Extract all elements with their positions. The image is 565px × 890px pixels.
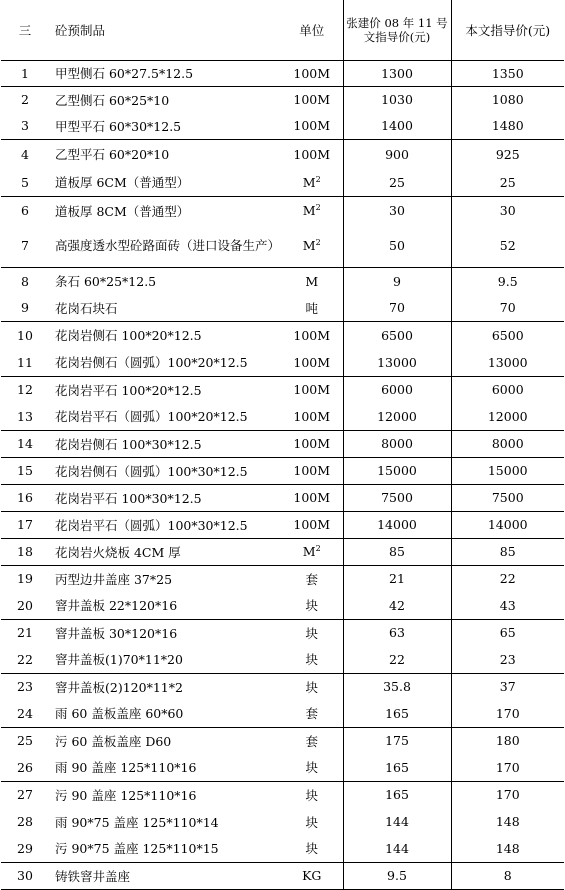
row-reference-price: 21: [343, 565, 451, 592]
table-row: [1, 727, 564, 754]
row-unit: 套: [305, 706, 318, 722]
row-name: 窨井盖板 22*120*16: [55, 598, 178, 614]
header-index: 三: [1, 0, 49, 60]
row-unit: 块: [305, 598, 318, 614]
row-this-price: 7500: [451, 484, 564, 511]
table-row: [1, 835, 564, 862]
row-index: 16: [1, 484, 49, 511]
row-name: 道板厚 8CM（普通型）: [49, 196, 281, 225]
row-name: 花岗岩平石（圆弧）100*30*12.5: [49, 511, 281, 538]
row-unit: 块: [281, 781, 343, 808]
row-this-price: 23: [451, 646, 564, 673]
row-index: 1: [1, 60, 49, 86]
row-this-price: 170: [451, 700, 564, 727]
row-name: 窨井盖板(1)70*11*20: [55, 652, 183, 668]
row-index: 9: [21, 300, 29, 316]
row-this-price: 15000: [451, 457, 564, 484]
row-this-price: 180: [451, 727, 564, 754]
row-unit: 100M: [293, 118, 331, 134]
table-header-row: [1, 0, 564, 60]
row-this-price: 30: [451, 196, 564, 225]
row-index: 27: [1, 781, 49, 808]
row-this-price: 148: [451, 835, 564, 862]
row-unit: 100M: [281, 376, 343, 403]
row-unit: 块: [305, 652, 318, 668]
row-index: 5: [21, 174, 29, 190]
row-reference-price: 6500: [343, 321, 451, 349]
table-row: [1, 646, 564, 673]
unit-exponent: 2: [315, 543, 321, 553]
table-row: [1, 60, 564, 86]
table-row: [1, 376, 564, 403]
row-unit: 100M: [281, 321, 343, 349]
row-index: 29: [17, 840, 33, 856]
table-row: [1, 619, 564, 646]
row-unit: 块: [281, 673, 343, 700]
row-this-price: 9.5: [451, 267, 564, 295]
row-reference-price: 165: [343, 754, 451, 781]
row-index: 15: [1, 457, 49, 484]
row-index: 2: [1, 86, 49, 113]
row-reference-price: 1400: [343, 113, 451, 139]
table-row: [1, 754, 564, 781]
row-unit: 100M: [281, 484, 343, 511]
table-body: [1, 60, 564, 889]
row-name: 污 60 盖板盖座 D60: [49, 727, 281, 754]
row-this-price: 43: [451, 592, 564, 619]
table-row: [1, 673, 564, 700]
row-unit: 100M: [281, 60, 343, 86]
row-index: 21: [1, 619, 49, 646]
row-reference-price: 35.8: [343, 673, 451, 700]
row-reference-price: 85: [343, 538, 451, 565]
row-index: 10: [1, 321, 49, 349]
row-reference-price: 30: [343, 196, 451, 225]
row-name: 乙型侧石 60*25*10: [49, 86, 281, 113]
row-reference-price: 15000: [343, 457, 451, 484]
row-index: 28: [17, 814, 33, 829]
row-unit: $M^2$: [302, 174, 321, 190]
row-this-price: 12000: [451, 403, 564, 430]
row-this-price: 6500: [451, 321, 564, 349]
row-reference-price: 1030: [343, 86, 451, 113]
table-row: [1, 267, 564, 295]
row-name: 乙型平石 60*20*10: [49, 139, 281, 169]
table-row: [1, 781, 564, 808]
row-reference-price: 7500: [343, 484, 451, 511]
row-reference-price: 42: [343, 592, 451, 619]
row-name: 花岗岩侧石（圆弧）100*20*12.5: [55, 355, 248, 371]
row-index: 20: [17, 597, 33, 613]
row-unit: 套: [281, 727, 343, 754]
row-unit: $M^2$: [281, 538, 343, 565]
row-index: 26: [17, 759, 33, 775]
table-row: [1, 700, 564, 727]
row-unit: 套: [281, 565, 343, 592]
row-index: 22: [17, 651, 33, 667]
table-row: [1, 196, 564, 225]
table-row: [1, 225, 564, 267]
unit-exponent: 2: [315, 174, 321, 184]
row-name: 花岗岩侧石 100*20*12.5: [49, 321, 281, 349]
row-reference-price: 1300: [343, 60, 451, 86]
table-row: [1, 565, 564, 592]
row-index: 18: [1, 538, 49, 565]
row-index: 19: [1, 565, 49, 592]
table-row: [1, 484, 564, 511]
row-reference-price: 165: [343, 700, 451, 727]
row-reference-price: 9.5: [343, 862, 451, 889]
row-unit: $M^2$: [302, 238, 321, 254]
row-name: 污 90 盖座 125*110*16: [49, 781, 281, 808]
table-row: [1, 592, 564, 619]
row-unit: 100M: [293, 408, 331, 424]
row-index: 14: [1, 430, 49, 457]
row-reference-price: 25: [343, 169, 451, 196]
row-index: 6: [1, 196, 49, 225]
row-name: 花岗岩平石 100*20*12.5: [49, 376, 281, 403]
table-row: [1, 538, 564, 565]
row-this-price: 52: [451, 225, 564, 267]
table-row: [1, 403, 564, 430]
row-name: 花岗岩平石（圆弧）100*20*12.5: [55, 409, 248, 425]
row-this-price: 65: [451, 619, 564, 646]
row-index: 25: [1, 727, 49, 754]
row-reference-price: 50: [343, 225, 451, 267]
row-this-price: 170: [451, 754, 564, 781]
row-name: 窨井盖板(2)120*11*2: [49, 673, 281, 700]
table-row: [1, 321, 564, 349]
row-name: 花岗岩火烧板 4CM 厚: [49, 538, 281, 565]
row-unit: 100M: [281, 86, 343, 113]
row-unit: 吨: [305, 300, 318, 316]
row-reference-price: 63: [343, 619, 451, 646]
table-row: [1, 139, 564, 169]
row-name: 窨井盖板 30*120*16: [49, 619, 281, 646]
table-row: [1, 169, 564, 196]
row-unit: 块: [281, 619, 343, 646]
row-this-price: 170: [451, 781, 564, 808]
row-reference-price: 9: [343, 267, 451, 295]
row-index: 12: [1, 376, 49, 403]
row-name: 丙型边井盖座 37*25: [49, 565, 281, 592]
row-name: 花岗岩平石 100*30*12.5: [49, 484, 281, 511]
row-name: 铸铁窨井盖座: [49, 862, 281, 889]
header-reference-price: 张建价 08 年 11 号文指导价(元): [343, 0, 451, 60]
row-reference-price: 144: [343, 835, 451, 862]
row-name: 条石 60*25*12.5: [49, 267, 281, 295]
row-this-price: 6000: [451, 376, 564, 403]
row-unit: 100M: [281, 457, 343, 484]
row-this-price: 13000: [451, 349, 564, 376]
table-row: [1, 349, 564, 376]
row-unit: 块: [305, 814, 318, 830]
row-this-price: 1080: [451, 86, 564, 113]
table-row: [1, 862, 564, 889]
row-name: 高强度透水型砼路面砖（进口设备生产）: [55, 238, 281, 254]
row-name: 雨 60 盖板盖座 60*60: [55, 706, 184, 722]
row-this-price: 37: [451, 673, 564, 700]
row-unit: KG: [281, 862, 343, 889]
row-name: 道板厚 6CM（普通型）: [55, 175, 190, 191]
row-unit: 100M: [281, 511, 343, 538]
row-name: 甲型侧石 60*27.5*12.5: [49, 60, 281, 86]
row-name: 污 90*75 盖座 125*110*15: [55, 841, 219, 857]
row-reference-price: 13000: [343, 349, 451, 376]
row-reference-price: 175: [343, 727, 451, 754]
row-this-price: 925: [451, 139, 564, 169]
header-this-price: 本文指导价(元): [451, 0, 564, 60]
row-index: 3: [21, 118, 29, 134]
row-index: 24: [17, 705, 33, 721]
row-name: 甲型平石 60*30*12.5: [55, 118, 182, 134]
row-name: 雨 90 盖座 125*110*16: [55, 760, 197, 776]
row-index: 30: [1, 862, 49, 889]
header-unit: 单位: [281, 0, 343, 60]
row-unit: M: [281, 267, 343, 295]
row-name: 花岗岩侧石（圆弧）100*30*12.5: [49, 457, 281, 484]
row-this-price: 70: [451, 295, 564, 321]
table-row: [1, 457, 564, 484]
row-this-price: 22: [451, 565, 564, 592]
row-this-price: 14000: [451, 511, 564, 538]
row-reference-price: 144: [343, 808, 451, 835]
row-index: 13: [17, 408, 33, 424]
row-unit: $M^2$: [281, 196, 343, 225]
row-unit: 100M: [293, 354, 331, 370]
row-index: 7: [21, 238, 29, 254]
table-row: [1, 295, 564, 321]
row-reference-price: 70: [343, 295, 451, 321]
row-this-price: 148: [451, 808, 564, 835]
row-this-price: 25: [451, 169, 564, 196]
table-row: [1, 430, 564, 457]
row-reference-price: 8000: [343, 430, 451, 457]
row-reference-price: 14000: [343, 511, 451, 538]
table-row: [1, 808, 564, 835]
row-unit: 100M: [281, 139, 343, 169]
row-this-price: 85: [451, 538, 564, 565]
row-index: 4: [1, 139, 49, 169]
row-reference-price: 12000: [343, 403, 451, 430]
row-unit: 块: [305, 841, 318, 857]
unit-exponent: 2: [315, 203, 321, 213]
row-reference-price: 900: [343, 139, 451, 169]
row-unit: 块: [305, 760, 318, 776]
table-row: [1, 113, 564, 139]
unit-exponent: 2: [315, 238, 321, 248]
row-index: 11: [17, 354, 33, 370]
row-index: 8: [1, 267, 49, 295]
row-name: 花岗岩侧石 100*30*12.5: [49, 430, 281, 457]
table-row: [1, 511, 564, 538]
row-unit: 100M: [281, 430, 343, 457]
header-name: 砼预制品: [49, 0, 281, 60]
row-reference-price: 22: [343, 646, 451, 673]
price-table: [1, 0, 564, 890]
row-reference-price: 6000: [343, 376, 451, 403]
row-this-price: 1480: [451, 113, 564, 139]
row-this-price: 8000: [451, 430, 564, 457]
row-index: 23: [1, 673, 49, 700]
row-this-price: 1350: [451, 60, 564, 86]
row-index: 17: [1, 511, 49, 538]
table-row: [1, 86, 564, 113]
row-name: 花岗石块石: [55, 300, 118, 316]
row-this-price: 8: [451, 862, 564, 889]
row-name: 雨 90*75 盖座 125*110*14: [55, 814, 219, 830]
row-reference-price: 165: [343, 781, 451, 808]
